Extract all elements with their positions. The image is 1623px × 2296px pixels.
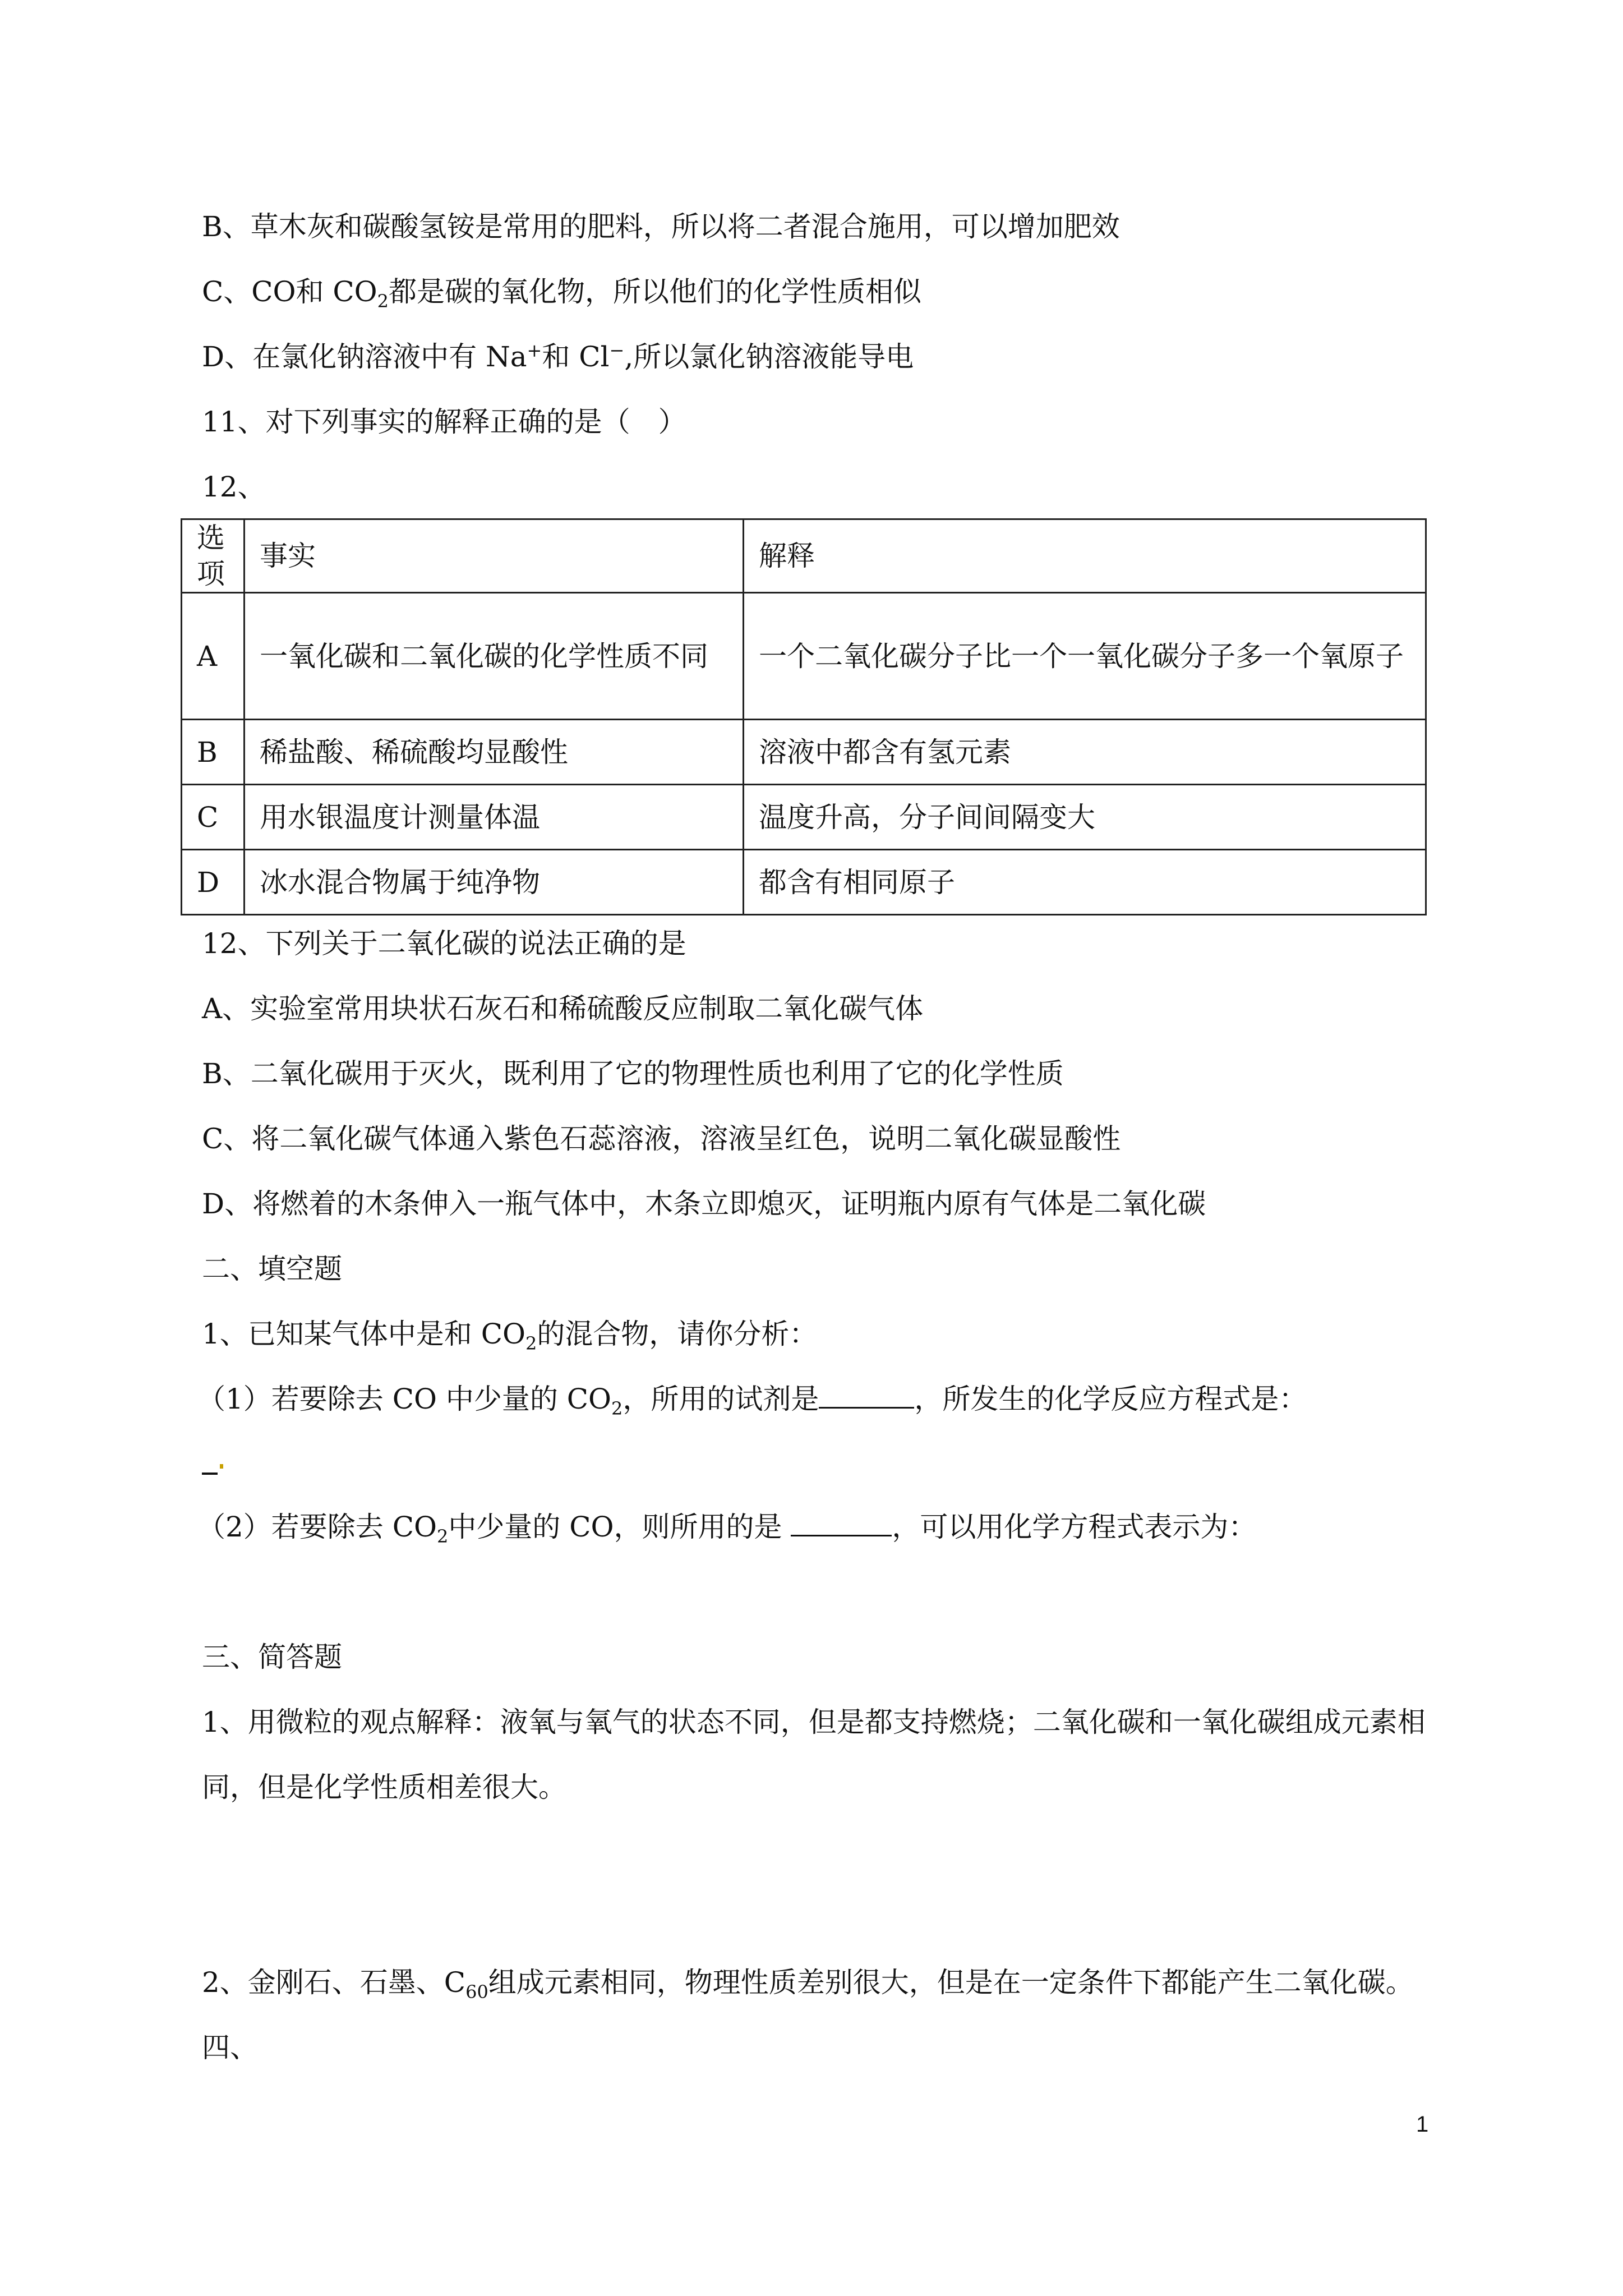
header-option: 选项	[182, 519, 245, 593]
q10-option-d: D、在氯化钠溶液中有 Na+和 Cl−,所以氯化钠溶液能导电	[202, 339, 914, 373]
section3-q1-line2: 同，但是化学性质相差很大。	[202, 1771, 566, 1803]
row-option: C	[182, 785, 245, 850]
table-row	[182, 593, 1426, 720]
section3-q2: 2、金刚石、石墨、$C_{60}$组成元素相同，物理性质差别很大，但是在一定条件下都能产生二氧化碳。	[202, 1966, 1414, 2003]
row-fact: 冰水混合物属于纯净物	[245, 850, 744, 915]
q10-option-b: B、草木灰和碳酸氢铵是常用的肥料，所以将二者混合施用，可以增加肥效	[202, 210, 1120, 243]
table-row	[182, 850, 1426, 915]
section2-q1: 1、已知某气体中是和 $CO_2$的混合物，请你分析：	[202, 1318, 818, 1354]
q12-option-d: D、将燃着的木条伸入一瓶气体中，木条立即熄灭，证明瓶内原有气体是二氧化碳	[202, 1188, 1206, 1220]
header-explanation: 解释	[744, 519, 1426, 593]
row-explanation: 温度升高，分子间间隔变大	[744, 785, 1426, 850]
section3-q1-line1: 1、用微粒的观点解释：液氧与氧气的状态不同，但是都支持燃烧；二氧化碳和一氧化碳组成元素相	[202, 1706, 1426, 1738]
row-option: D	[182, 850, 245, 915]
header-fact: 事实	[245, 519, 744, 593]
section3-title: 三、简答题	[202, 1641, 342, 1673]
table-header-row	[182, 519, 1426, 593]
anchor-marker	[220, 1464, 223, 1469]
answer-blank[interactable]	[791, 1512, 892, 1536]
table-row	[182, 720, 1426, 785]
q11-stem: 11、对下列事实的解释正确的是（ ）	[202, 406, 686, 438]
q12-stem: 12、下列关于二氧化碳的说法正确的是	[202, 927, 686, 960]
page-number: 1	[1416, 2112, 1429, 2137]
q12-option-b: B、二氧化碳用于灭火，既利用了它的物理性质也利用了它的化学性质	[202, 1057, 1064, 1090]
q12-option-a: A、实验室常用块状石灰石和稀硫酸反应制取二氧化碳气体	[202, 992, 924, 1025]
section4-title: 四、	[202, 2031, 258, 2064]
row-explanation: 一个二氧化碳分子比一个一氧化碳分子多一个氧原子	[744, 593, 1426, 720]
section2-part1: （1）若要除去 CO 中少量的 $CO_2$，所用的试剂是 ，所发生的化学反应方程式是：	[197, 1383, 1307, 1419]
row-fact: 用水银温度计测量体温	[245, 785, 744, 850]
row-explanation: 都含有相同原子	[744, 850, 1426, 915]
row-option: B	[182, 720, 245, 785]
q12-option-c: C、将二氧化碳气体通入紫色石蕊溶液，溶液呈红色，说明二氧化碳显酸性	[202, 1122, 1121, 1155]
row-fact: 稀盐酸、稀硫酸均显酸性	[245, 720, 744, 785]
section2-part2: （2）若要除去 $CO_2$中少量的 CO，则所用的是 ，可以用化学方程式表示为：	[197, 1511, 1257, 1547]
row-fact: 一氧化碳和二氧化碳的化学性质不同	[245, 593, 744, 720]
section2-title: 二、填空题	[202, 1253, 342, 1285]
table-row	[182, 785, 1426, 850]
q10-option-c: C、CO和 $CO_2$都是碳的氧化物，所以他们的化学性质相似	[202, 275, 922, 312]
q12-label: 12、	[202, 471, 266, 503]
answer-blank[interactable]	[819, 1384, 914, 1409]
row-explanation: 溶液中都含有氢元素	[744, 720, 1426, 785]
row-option: A	[182, 593, 245, 720]
facts-table	[181, 518, 1427, 915]
answer-blank-mark	[202, 1473, 218, 1475]
